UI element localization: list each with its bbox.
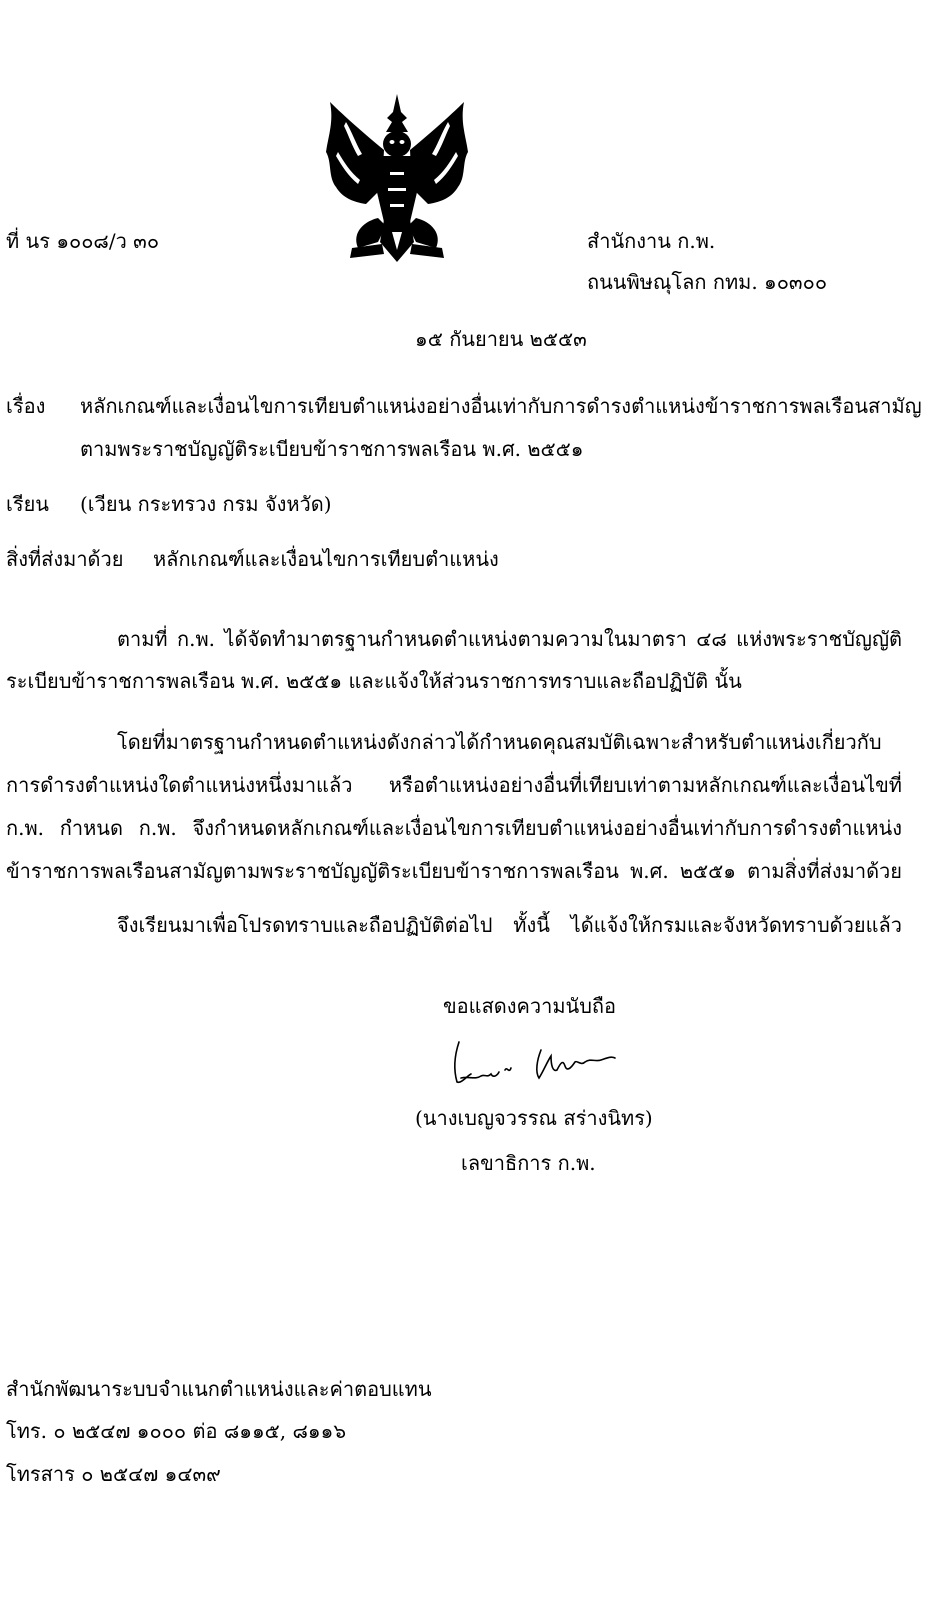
closing-regards: ขอแสดงความนับถือ (443, 994, 617, 1018)
body-p2-line-1: โดยที่มาตรฐานกำหนดตำแหน่งดังกล่าวได้กำหนดคุณสมบัติเฉพาะสำหรับตำแหน่งเกี่ยวกับ (117, 730, 882, 754)
body-p2-line-2: การดำรงตำแหน่งใดตำแหน่งหนึ่งมาแล้ว หรือตำแหน่งอย่างอื่นที่เทียบเท่าตามหลักเกณฑ์และเงื่อนไขที่ (6, 773, 902, 797)
footer-department: สำนักพัฒนาระบบจำแนกตำแหน่งและค่าตอบแทน (6, 1377, 432, 1401)
subject-line-2: ตามพระราชบัญญัติระเบียบข้าราชการพลเรือน พ.ศ. ๒๕๕๑ (80, 437, 584, 461)
signer-title: เลขาธิการ ก.พ. (461, 1151, 596, 1175)
footer-fax: โทรสาร ๐ ๒๕๔๗ ๑๔๓๙ (6, 1462, 221, 1486)
reference-number: ที่ นร ๑๐๐๘/ว ๓๐ (6, 229, 160, 253)
body-p1-line-1: ตามที่ ก.พ. ได้จัดทำมาตรฐานกำหนดตำแหน่งตามความในมาตรา ๔๘ แห่งพระราชบัญญัติ (117, 627, 902, 651)
body-p2-line-3: ก.พ. กำหนด ก.พ. จึงกำหนดหลักเกณฑ์และเงื่อนไขการเทียบตำแหน่งอย่างอื่นเท่ากับการดำรงตำแหน่ง (6, 816, 902, 840)
signature-icon (445, 1032, 625, 1094)
enclosure-value: หลักเกณฑ์และเงื่อนไขการเทียบตำแหน่ง (153, 547, 499, 571)
office-name: สำนักงาน ก.พ. (587, 229, 716, 253)
letter-date: ๑๕ กันยายน ๒๕๕๓ (415, 327, 587, 351)
enclosure-label: สิ่งที่ส่งมาด้วย (6, 547, 124, 571)
footer-phone: โทร. ๐ ๒๕๔๗ ๑๐๐๐ ต่อ ๘๑๑๕, ๘๑๑๖ (6, 1419, 347, 1443)
salutation-label: เรียน (6, 492, 49, 516)
signer-name: (นางเบญจวรรณ สร่างนิทร) (415, 1106, 653, 1130)
subject-line-1: หลักเกณฑ์และเงื่อนไขการเทียบตำแหน่งอย่างอื่นเท่ากับการดำรงตำแหน่งข้าราชการพลเรือนสามัญ (80, 394, 922, 418)
body-p3: จึงเรียนมาเพื่อโปรดทราบและถือปฏิบัติต่อไป ทั้งนี้ ได้แจ้งให้กรมและจังหวัดทราบด้วยแล้ว (117, 913, 902, 937)
office-address: ถนนพิษณุโลก กทม. ๑๐๓๐๐ (587, 270, 828, 294)
body-p2-line-4: ข้าราชการพลเรือนสามัญตามพระราชบัญญัติระเบียบข้าราชการพลเรือน พ.ศ. ๒๕๕๑ ตามสิ่งที่ส่งมาด้วย (6, 859, 902, 883)
subject-label: เรื่อง (6, 394, 46, 418)
garuda-emblem-icon (322, 92, 472, 264)
salutation-value: (เวียน กระทรวง กรม จังหวัด) (80, 492, 332, 516)
body-p1-line-2: ระเบียบข้าราชการพลเรือน พ.ศ. ๒๕๕๑ และแจ้งให้ส่วนราชการทราบและถือปฏิบัติ นั้น (6, 669, 742, 693)
